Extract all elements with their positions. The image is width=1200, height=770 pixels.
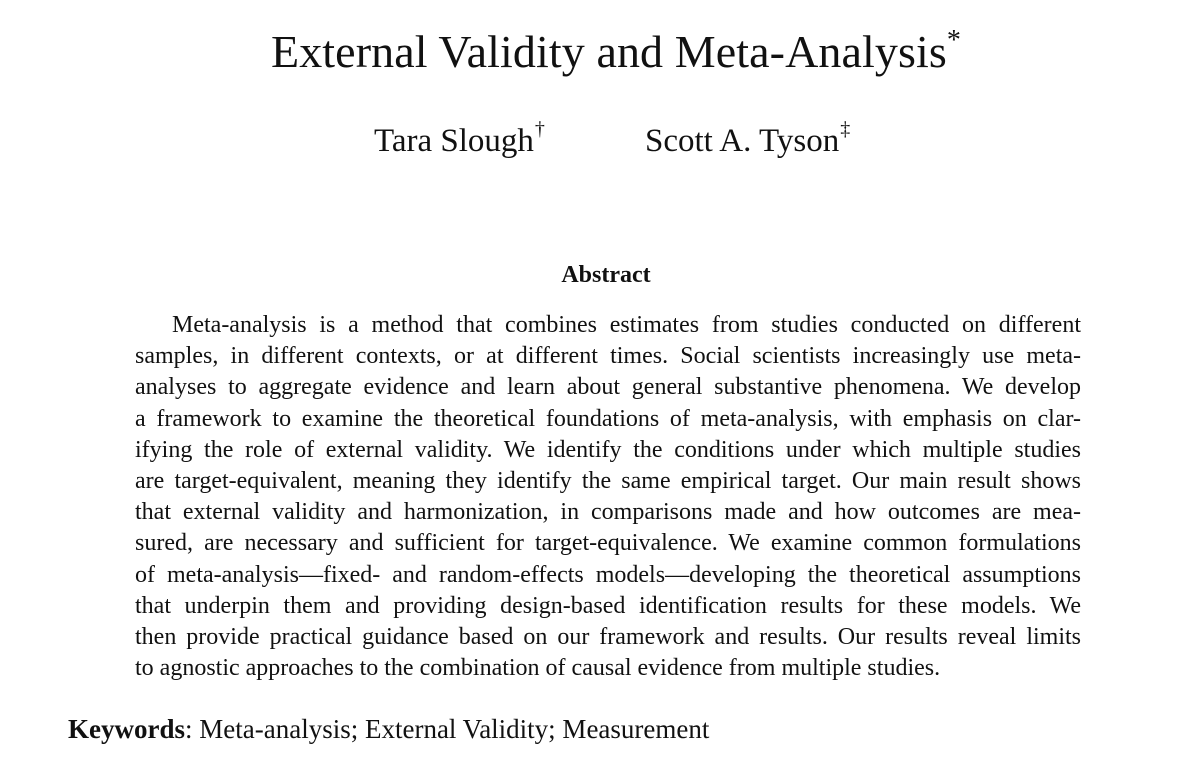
author-2-name: Scott A. Tyson [645,123,840,159]
abstract-line: are target-equivalent, meaning they identify the same empirical target. Our main result shows [135,467,1081,494]
abstract-heading: Abstract [561,262,651,288]
abstract-line: that underpin them and providing design-based identification results for these models. We [135,592,1081,619]
keywords-separator: : [185,714,193,744]
author-2-footnote-mark: ‡ [840,118,851,140]
paper-title [0,24,1200,80]
author-1-name: Tara Slough [374,123,534,159]
abstract-line: Meta-analysis is a method that combines estimates from studies conducted on different [172,312,1081,338]
abstract-line: samples, in different contexts, or at different times. Social scientists increasingly use meta- [135,343,1081,370]
abstract-line: of meta-analysis—fixed- and random-effects models—developing the theoretical assumptions [135,561,1081,588]
abstract-body [135,310,1081,684]
abstract-line: ifying the role of external validity. We identify the conditions under which multiple studies [135,436,1081,463]
abstract-line: sured, are necessary and sufficient for target-equivalence. We examine common formulations [135,530,1081,557]
paper-title-text: External Validity and Meta-Analysis [271,26,947,77]
keywords-text: Meta-analysis; External Validity; Measurement [192,714,710,744]
abstract-line: a framework to examine the theoretical foundations of meta-analysis, with emphasis on clar- [135,405,1081,432]
author-list [0,118,1200,161]
abstract-line: then provide practical guidance based on our framework and results. Our results reveal limits [135,623,1081,650]
keywords [68,712,709,746]
abstract-line: analyses to aggregate evidence and learn about general substantive phenomena. We develop [135,374,1081,401]
author-1-footnote-mark: † [534,118,545,140]
keywords-label: Keywords [68,714,185,744]
abstract-line: to agnostic approaches to the combination of causal evidence from multiple studies. [135,655,941,682]
title-footnote-mark: * [946,24,961,56]
author-1 [374,118,545,161]
author-2 [645,118,851,161]
abstract-line: that external validity and harmonization, in comparisons made and how outcomes are mea- [135,499,1081,526]
